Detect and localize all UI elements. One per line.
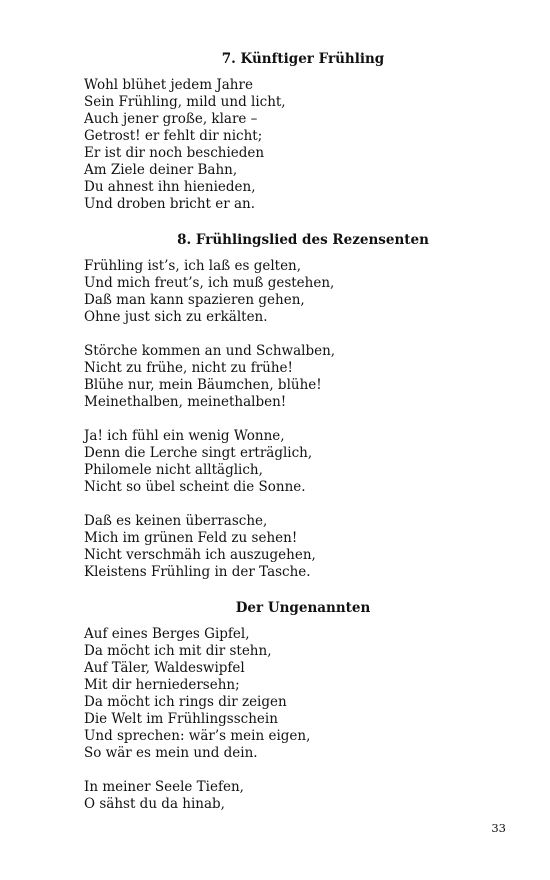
stanza xyxy=(84,428,514,496)
poem-title: 7. Künftiger Frühling xyxy=(221,51,385,67)
stanza xyxy=(84,258,514,326)
poem-line: Mit dir herniedersehn; xyxy=(84,677,240,693)
poem-title: 8. Frühlingslied des Rezensenten xyxy=(177,232,429,248)
poem-line: Auch jener große, klare – xyxy=(84,111,258,127)
poem-line: Meinethalben, meinethalben! xyxy=(84,394,287,410)
poem-line: In meiner Seele Tiefen, xyxy=(84,779,244,795)
poem-line: Blühe nur, mein Bäumchen, blühe! xyxy=(84,377,322,393)
poem-line: Getrost! er fehlt dir nicht; xyxy=(84,128,263,144)
poem-line: Störche kommen an und Schwalben, xyxy=(84,343,336,359)
poem-line: Nicht verschmäh ich auszugehen, xyxy=(84,547,316,563)
poem-line: Ohne just sich zu erkälten. xyxy=(84,309,268,325)
poem-line: Da möcht ich rings dir zeigen xyxy=(84,694,287,710)
poem-line: Er ist dir noch beschieden xyxy=(84,145,265,161)
poem-line: Kleistens Frühling in der Tasche. xyxy=(84,564,311,580)
poem-line: Und mich freut’s, ich muß gestehen, xyxy=(84,275,335,291)
poem-line: Auf eines Berges Gipfel, xyxy=(84,626,250,642)
poem-line: Frühling ist’s, ich laß es gelten, xyxy=(84,258,302,274)
poem-line: Ja! ich fühl ein wenig Wonne, xyxy=(84,428,285,444)
poem-line: Du ahnest ihn hienieden, xyxy=(84,179,256,195)
stanza xyxy=(84,626,514,762)
poem-line: Philomele nicht alltäglich, xyxy=(84,462,263,478)
poem xyxy=(84,231,514,581)
poem xyxy=(84,50,514,213)
poem-line: Denn die Lerche singt erträglich, xyxy=(84,445,313,461)
poem-line: Und sprechen: wär’s mein eigen, xyxy=(84,728,311,744)
poem-line: Wohl blühet jedem Jahre xyxy=(84,77,253,93)
stanza xyxy=(84,77,514,213)
poem-line: Die Welt im Frühlingsschein xyxy=(84,711,278,727)
poem-line: Sein Frühling, mild und licht, xyxy=(84,94,286,110)
poem xyxy=(84,599,514,813)
poem-line: Auf Täler, Waldeswipfel xyxy=(84,660,245,676)
poem-line: So wär es mein und dein. xyxy=(84,745,258,761)
page-content xyxy=(84,50,514,831)
page-number: 33 xyxy=(491,821,506,835)
poem-line: Und droben bricht er an. xyxy=(84,196,255,212)
poem-line: Mich im grünen Feld zu sehen! xyxy=(84,530,298,546)
poem-line: Daß man kann spazieren gehen, xyxy=(84,292,305,308)
poem-line: Am Ziele deiner Bahn, xyxy=(84,162,238,178)
stanza xyxy=(84,513,514,581)
poem-line: Nicht so übel scheint die Sonne. xyxy=(84,479,306,495)
poem-line: Nicht zu frühe, nicht zu frühe! xyxy=(84,360,293,376)
stanza xyxy=(84,343,514,411)
poem-line: O sähst du da hinab, xyxy=(84,796,225,812)
poem-line: Daß es keinen überrasche, xyxy=(84,513,268,529)
poem-title: Der Ungenannten xyxy=(235,600,371,616)
stanza xyxy=(84,779,514,813)
poem-line: Da möcht ich mit dir stehn, xyxy=(84,643,272,659)
